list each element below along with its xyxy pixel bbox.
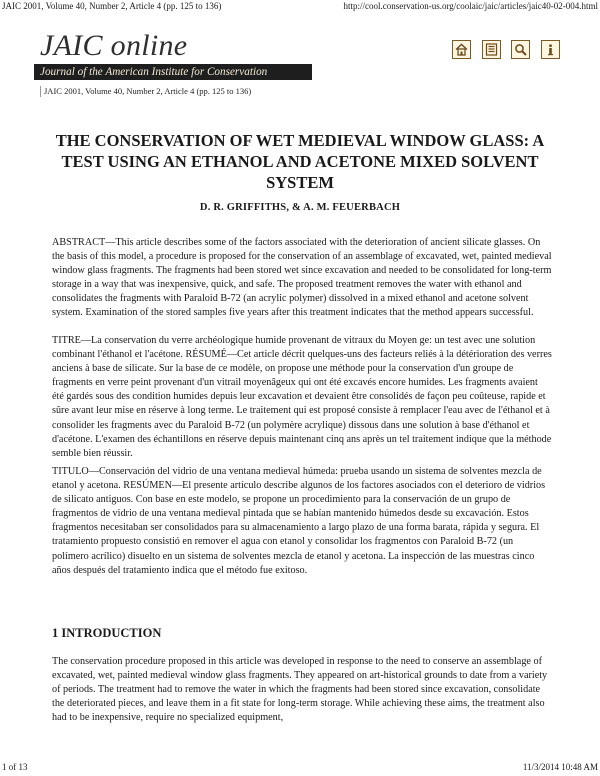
logo-title: JAIC online [40, 29, 188, 62]
search-icon [514, 43, 527, 56]
search-button[interactable] [511, 40, 530, 59]
contents-icon [485, 43, 498, 56]
print-header [2, 1, 598, 13]
article-authors: D. R. GRIFFITHS, & A. M. FEUERBACH [199, 202, 401, 213]
home-icon [455, 43, 468, 56]
print-timestamp: 11/3/2014 10:48 AM [522, 762, 598, 772]
home-button[interactable] [452, 40, 471, 59]
abstract-french: TITRE—La conservation du verre archéologique humide provenant de vitraux du Moyen ge: un test avec une solution combinant l'éthanol et l'acétone. RÉSUMÉ—Cet article décrit quelques-uns des facteurs reliés à la détérioration des verres anciens à base de silicate. Sur la base de ce modèle, on propose une méthode pour la conservation d'un groupe de fragments en verre peint provenant d'un vitrail moyenâgeux qui ont été excavés encore humides. Les fragments avaient été gardés sous des condition humides depuis leur excavation et devaient être consolidés de façon peu coûteuse, rapide et sûre avant leur mise en réserve à long terme. Le traitement qui est proposé consiste à remplacer l'eau avec de l'éthanol et à consolider les fragments avec du Paraloid B-72 (un polymère acrylique) dissous dans une solution à base d'éthanol et d'acétone. L'examen des échantillons en réserve depuis maintenant cinq ans après un tel traitement indique que la méthode semble bien réussir. [52, 335, 552, 459]
print-footer [2, 762, 598, 774]
abstract-english: ABSTRACT—This article describes some of the factors associated with the deterioration of ancient silicate glasses. On the basis of this model, a procedure is proposed for the conservation of an assemblage of excavated, wet, painted medieval window glass fragments. The fragments had been stored wet since excavation and needed to be consolidated for long-term storage in a way that was inexpensive, quick, and safe. The proposed treatment removes the water with ethanol and consolidates the fragments with Paraloid B-72 (an acrylic polymer) dissolved in a mixed ethanol and acetone solvent system. Examination of the stored samples five years after this treatment indicates that the method appears successful. [52, 237, 552, 319]
print-header-url: http://cool.conservation-us.org/coolaic/jaic/articles/jaic40-02-004.html [343, 1, 598, 11]
info-icon [544, 43, 557, 56]
section-heading-introduction: 1 INTRODUCTION [52, 626, 162, 640]
info-button[interactable] [541, 40, 560, 59]
abstract-spanish: TITULO—Conservación del vidrio de una ventana medieval húmeda: prueba usando un sistema de solventes mezcla de etanol y acetona. RESÚMEN—El presente artículo describe algunos de los factores asociados con el deterioro de vidrios de silicato antiguos. Con base en este modelo, se propone un procedimiento para la conservación de un grupo de fragmentos de vidrio de una ventana medieval pintada que se habían mantenido húmedos desde su excavación. Estos fragmentos necesitaban ser consolidados para su almacenamiento a largo plazo de una forma barata, rápida y segura. El tratamiento propuesto consistió en remover el agua con etanol y consolidar los fragmentos con Paraloid B-72 (un polímero acrílico) disuelto en un sistema de solventes mezcla de etanol y acetona. La inspección de las muestras cinco años después del tratamiento indica que el método fue exitoso. [52, 466, 546, 576]
page-count: 1 of 13 [2, 762, 28, 772]
contents-button[interactable] [482, 40, 501, 59]
article-citation: JAIC 2001, Volume 40, Number 2, Article 4 (pp. 125 to 136) [40, 86, 251, 97]
journal-logo[interactable] [34, 31, 312, 80]
print-header-title: JAIC 2001, Volume 40, Number 2, Article 4 (pp. 125 to 136) [2, 1, 222, 11]
logo-subtitle-band: Journal of the American Institute for Conservation [34, 64, 312, 80]
article-title: THE CONSERVATION OF WET MEDIEVAL WINDOW GLASS: A TEST USING AN ETHANOL AND ACETONE MIXED SOLVENT SYSTEM [55, 131, 545, 192]
introduction-paragraph: The conservation procedure proposed in this article was developed in response to the need to conserve an assemblage of excavated, wet, painted medieval window glass fragments. They appeared on art-historical grounds to date from a variety of periods. The treatment had to remove the water in which the fragments had been stored since excavation, consolidate the deteriorated pieces, and leave them in a fit state for long-term storage. While achieving these aims, the treatment also had to be inexpensive, require no specialized equipment, [52, 656, 548, 724]
